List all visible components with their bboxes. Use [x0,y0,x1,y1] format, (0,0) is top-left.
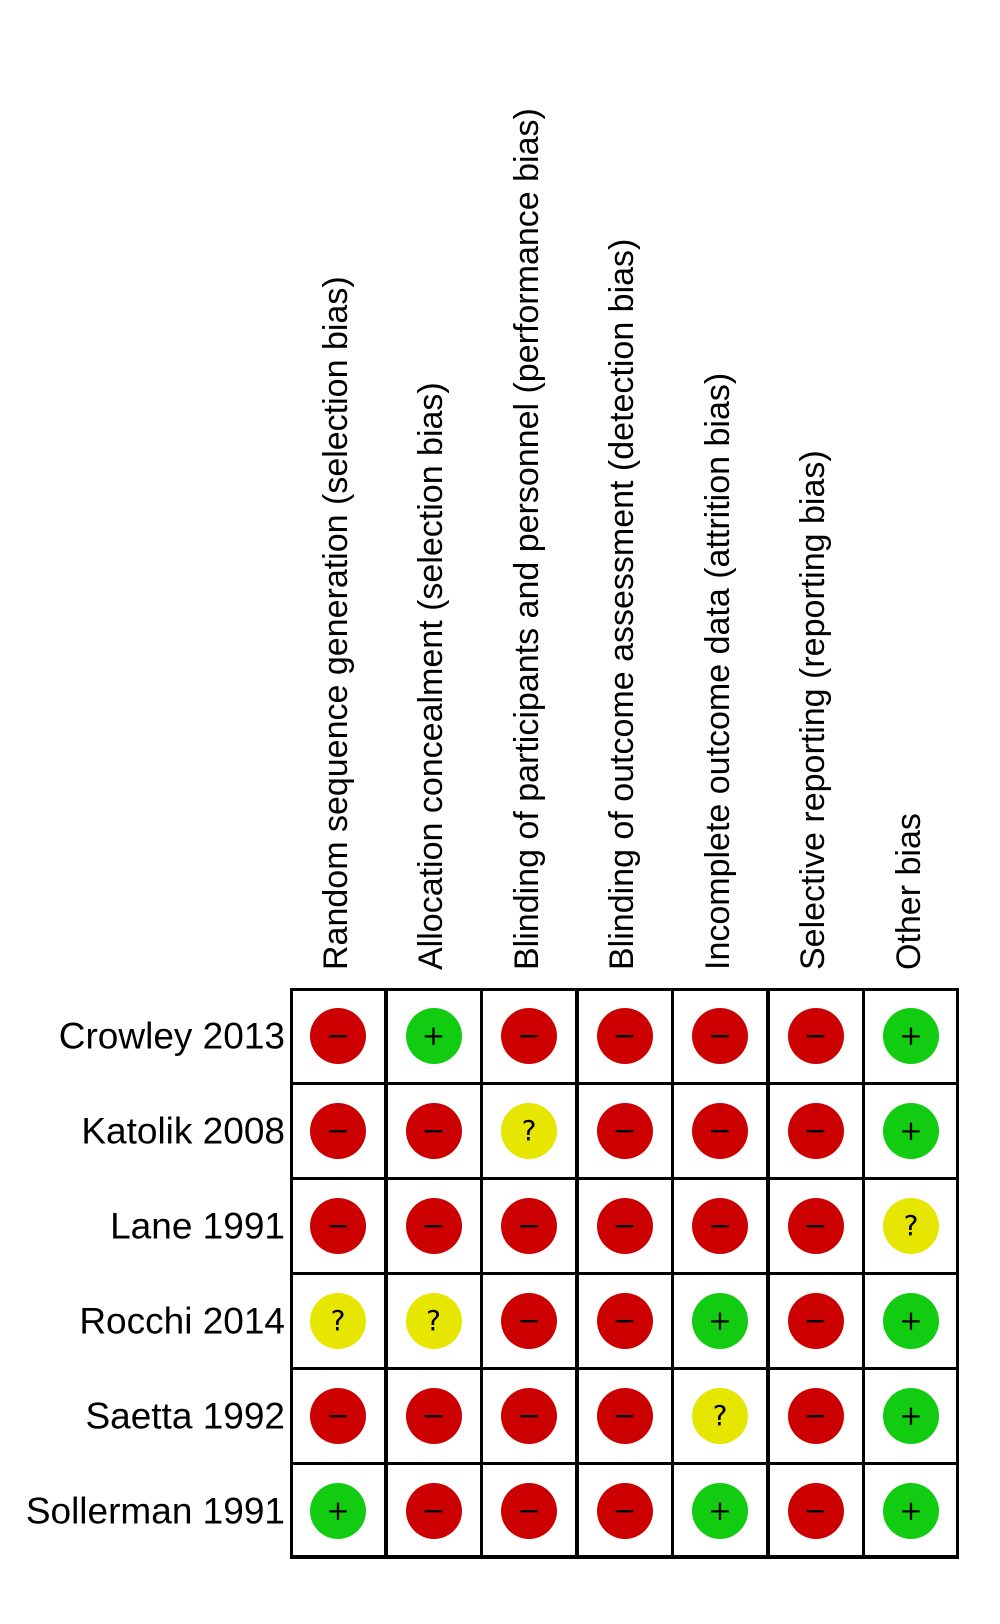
unclear-risk-icon: ? [501,1103,557,1159]
column-header-0: Random sequence generation (selection bias) [316,276,355,970]
low-risk-icon: + [883,1008,939,1064]
rating-cell [290,988,386,1084]
column-header-6: Other bias [889,813,928,970]
high-risk-icon: − [310,1008,366,1064]
rating-cell [672,988,768,1084]
high-risk-icon: − [597,1008,653,1064]
high-risk-icon: − [692,1008,748,1064]
column-header-1: Allocation concealment (selection bias) [412,382,451,970]
high-risk-icon: − [310,1103,366,1159]
rating-cell [481,1178,577,1274]
rating-cell [577,1463,673,1559]
high-risk-icon: − [788,1198,844,1254]
column-header-4: Incomplete outcome data (attrition bias) [698,372,737,970]
high-risk-icon: − [597,1388,653,1444]
rating-cell [672,1368,768,1464]
high-risk-icon: − [310,1388,366,1444]
rating-cell [768,1368,864,1464]
rating-cell [481,988,577,1084]
rating-cell [481,1368,577,1464]
study-label: Crowley 2013 [58,1015,285,1056]
high-risk-icon: − [692,1103,748,1159]
rating-cell [386,1273,482,1369]
rating-cell [863,1083,959,1179]
rating-cell [863,1273,959,1369]
column-header-5: Selective reporting (reporting bias) [794,450,833,970]
high-risk-icon: − [788,1483,844,1539]
unclear-risk-icon: ? [310,1293,366,1349]
unclear-risk-icon: ? [883,1198,939,1254]
low-risk-icon: + [883,1293,939,1349]
high-risk-icon: − [310,1198,366,1254]
rating-cell [672,1178,768,1274]
rating-cell [386,1368,482,1464]
rating-cell [768,1273,864,1369]
low-risk-icon: + [310,1483,366,1539]
high-risk-icon: − [692,1198,748,1254]
column-header-3: Blinding of outcome assessment (detection bias) [603,238,642,970]
rating-cell [577,1178,673,1274]
rating-cell [481,1083,577,1179]
rating-cell [577,988,673,1084]
high-risk-icon: − [406,1483,462,1539]
rating-cell [386,1178,482,1274]
high-risk-icon: − [406,1103,462,1159]
rating-cell [386,1463,482,1559]
rating-cell [290,1178,386,1274]
rating-cell [290,1368,386,1464]
rating-cell [481,1273,577,1369]
study-label: Saetta 1992 [85,1395,285,1436]
high-risk-icon: − [406,1198,462,1254]
rating-cell [290,1083,386,1179]
rating-cell [863,988,959,1084]
column-header-2: Blinding of participants and personnel (performance bias) [507,108,546,970]
rating-cell [672,1463,768,1559]
rating-cell [577,1273,673,1369]
low-risk-icon: + [692,1293,748,1349]
unclear-risk-icon: ? [406,1293,462,1349]
rating-cell [481,1463,577,1559]
high-risk-icon: − [597,1103,653,1159]
unclear-risk-icon: ? [692,1388,748,1444]
rating-cell [768,1083,864,1179]
high-risk-icon: − [501,1388,557,1444]
rating-cell [768,1178,864,1274]
rating-cell [768,988,864,1084]
rating-cell [863,1463,959,1559]
rating-cell [386,1083,482,1179]
high-risk-icon: − [788,1008,844,1064]
high-risk-icon: − [406,1388,462,1444]
rating-cell [290,1463,386,1559]
high-risk-icon: − [597,1483,653,1539]
rating-cell [863,1368,959,1464]
high-risk-icon: − [597,1198,653,1254]
rating-cell [672,1273,768,1369]
study-label: Lane 1991 [110,1205,285,1246]
rating-cell [672,1083,768,1179]
high-risk-icon: − [501,1293,557,1349]
rating-cell [577,1368,673,1464]
low-risk-icon: + [883,1483,939,1539]
high-risk-icon: − [788,1103,844,1159]
study-label: Sollerman 1991 [25,1490,285,1531]
low-risk-icon: + [883,1103,939,1159]
high-risk-icon: − [501,1198,557,1254]
high-risk-icon: − [597,1293,653,1349]
high-risk-icon: − [501,1008,557,1064]
study-label: Katolik 2008 [81,1110,285,1151]
rating-cell [863,1178,959,1274]
high-risk-icon: − [501,1483,557,1539]
low-risk-icon: + [406,1008,462,1064]
low-risk-icon: + [883,1388,939,1444]
high-risk-icon: − [788,1293,844,1349]
rating-cell [577,1083,673,1179]
rating-cell [386,988,482,1084]
rating-cell [768,1463,864,1559]
study-label: Rocchi 2014 [79,1300,285,1341]
low-risk-icon: + [692,1483,748,1539]
rating-cell [290,1273,386,1369]
high-risk-icon: − [788,1388,844,1444]
